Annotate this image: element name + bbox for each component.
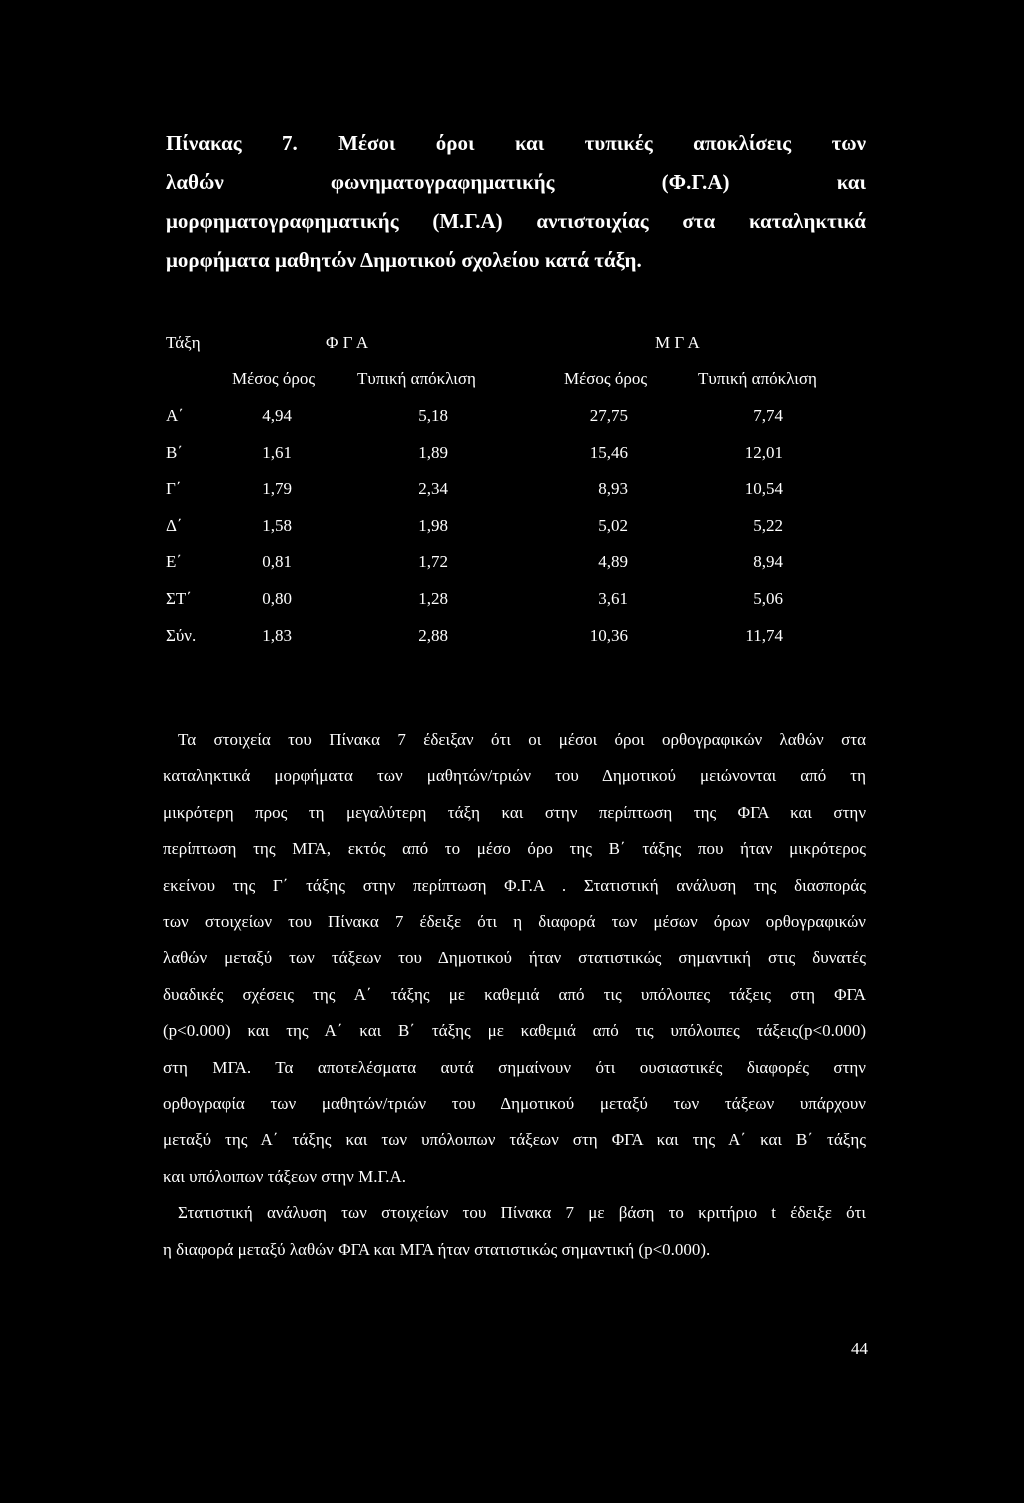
cell-fga-sd: 1,98 bbox=[418, 516, 448, 535]
cell-fga-sd: 1,28 bbox=[418, 589, 448, 608]
cell-mga-mean: 27,75 bbox=[589, 406, 628, 425]
cell-mga-mean: 15,46 bbox=[589, 443, 628, 462]
text-line: Στατιστική ανάλυση των στοιχείων του Πίνακα 7 με βάση το κριτήριο t έδειξε ότι bbox=[178, 1203, 866, 1223]
subheader-mga-mean: Μέσος όρος bbox=[564, 369, 648, 388]
text-line: δυαδικές σχέσεις της Α΄ τάξης με καθεμιά από τις υπόλοιπες τάξεις στη ΦΓΑ bbox=[163, 984, 866, 1004]
row-label: ΣΤ΄ bbox=[166, 589, 192, 608]
data-table bbox=[0, 0, 1024, 700]
text-line: στη ΜΓΑ. Τα αποτελέσματα αυτά σημαίνουν ότι ουσιαστικές διαφορές στην bbox=[163, 1057, 866, 1077]
cell-mga-mean: 3,61 bbox=[598, 589, 628, 608]
cell-mga-sd: 7,74 bbox=[753, 406, 783, 425]
row-label: Σύν. bbox=[166, 626, 197, 645]
cell-mga-sd: 5,06 bbox=[753, 589, 783, 608]
cell-fga-mean: 0,80 bbox=[262, 589, 292, 608]
row-label: Β΄ bbox=[166, 443, 183, 462]
text-line: μεταξύ της Α΄ τάξης και των υπόλοιπων τάξεων στη ΦΓΑ και της Α΄ και Β΄ τάξης bbox=[163, 1130, 866, 1150]
body-text bbox=[163, 722, 866, 1268]
cell-fga-sd: 1,72 bbox=[418, 552, 448, 571]
cell-mga-sd: 12,01 bbox=[744, 443, 783, 462]
cell-mga-sd: 5,22 bbox=[753, 516, 783, 535]
caption-line: μορφήματα μαθητών Δημοτικού σχολείου κατά τάξη. bbox=[166, 248, 642, 272]
text-line: Τα στοιχεία του Πίνακα 7 έδειξαν ότι οι μέσοι όροι ορθογραφικών λαθών στα bbox=[178, 730, 866, 749]
cell-mga-mean: 10,36 bbox=[589, 626, 628, 645]
caption-line: μορφηματογραφηματικής (Μ.Γ.Α) αντιστοιχίας στα καταληκτικά bbox=[166, 209, 866, 233]
subheader-mga-sd: Τυπική απόκλιση bbox=[698, 369, 817, 388]
cell-fga-mean: 1,83 bbox=[262, 626, 292, 645]
cell-fga-mean: 1,79 bbox=[262, 479, 292, 498]
cell-fga-mean: 1,61 bbox=[262, 443, 292, 462]
cell-mga-sd: 8,94 bbox=[753, 552, 783, 571]
header-mga-group: Μ Γ Α bbox=[655, 333, 700, 352]
row-label: Α΄ bbox=[166, 406, 184, 425]
text-line: των στοιχείων του Πίνακα 7 έδειξε ότι η διαφορά των μέσων όρων ορθογραφικών bbox=[163, 912, 866, 932]
cell-mga-mean: 8,93 bbox=[598, 479, 628, 498]
text-line: (p<0.000) και της Α΄ και Β΄ τάξης με καθεμιά από τις υπόλοιπες τάξεις(p<0.000) bbox=[163, 1021, 866, 1041]
cell-fga-sd: 5,18 bbox=[418, 406, 448, 425]
cell-fga-mean: 1,58 bbox=[262, 516, 292, 535]
paragraph-2 bbox=[163, 1195, 866, 1268]
text-line: μικρότερη προς τη μεγαλύτερη τάξη και στην περίπτωση της ΦΓΑ και στην bbox=[163, 802, 866, 822]
text-line: λαθών μεταξύ των τάξεων του Δημοτικού ήταν στατιστικώς σημαντική στις δυνατές bbox=[163, 948, 866, 968]
row-label: Ε΄ bbox=[166, 552, 183, 571]
cell-mga-sd: 11,74 bbox=[745, 626, 783, 645]
text-line: περίπτωση της ΜΓΑ, εκτός από το μέσο όρο της Β΄ τάξης που ήταν μικρότερος bbox=[163, 839, 866, 859]
header-class: Τάξη bbox=[166, 333, 201, 352]
caption-line: λαθών φωνηματογραφηματικής (Φ.Γ.Α) και bbox=[166, 170, 866, 194]
cell-mga-sd: 10,54 bbox=[744, 479, 783, 498]
caption-line: Πίνακας 7. Μέσοι όροι και τυπικές αποκλίσεις των bbox=[166, 131, 866, 155]
cell-fga-mean: 4,94 bbox=[262, 406, 292, 425]
page-number: 44 bbox=[851, 1339, 868, 1358]
subheader-fga-sd: Τυπική απόκλιση bbox=[357, 369, 476, 388]
cell-mga-mean: 4,89 bbox=[598, 552, 628, 571]
header-fga-group: Φ Γ Α bbox=[326, 333, 369, 352]
text-line: εκείνου της Γ΄ τάξης στην περίπτωση Φ.Γ.Α . Στατιστική ανάλυση της διασποράς bbox=[163, 875, 866, 895]
cell-fga-sd: 1,89 bbox=[418, 443, 448, 462]
paragraph-1 bbox=[163, 722, 866, 1195]
cell-fga-sd: 2,34 bbox=[418, 479, 448, 498]
row-label: Δ΄ bbox=[166, 516, 183, 535]
cell-mga-mean: 5,02 bbox=[598, 516, 628, 535]
subheader-fga-mean: Μέσος όρος bbox=[232, 369, 316, 388]
cell-fga-sd: 2,88 bbox=[418, 626, 448, 645]
text-line: η διαφορά μεταξύ λαθών ΦΓΑ και ΜΓΑ ήταν στατιστικώς σημαντική (p<0.000). bbox=[163, 1239, 711, 1259]
text-line: ορθογραφία των μαθητών/τριών του Δημοτικού μεταξύ των τάξεων υπάρχουν bbox=[163, 1094, 866, 1114]
cell-fga-mean: 0,81 bbox=[262, 552, 292, 571]
row-label: Γ΄ bbox=[166, 479, 182, 498]
text-line: και υπόλοιπων τάξεων στην Μ.Γ.Α. bbox=[163, 1166, 407, 1186]
text-line: καταληκτικά μορφήματα των μαθητών/τριών του Δημοτικού μειώνονται από τη bbox=[163, 766, 866, 786]
